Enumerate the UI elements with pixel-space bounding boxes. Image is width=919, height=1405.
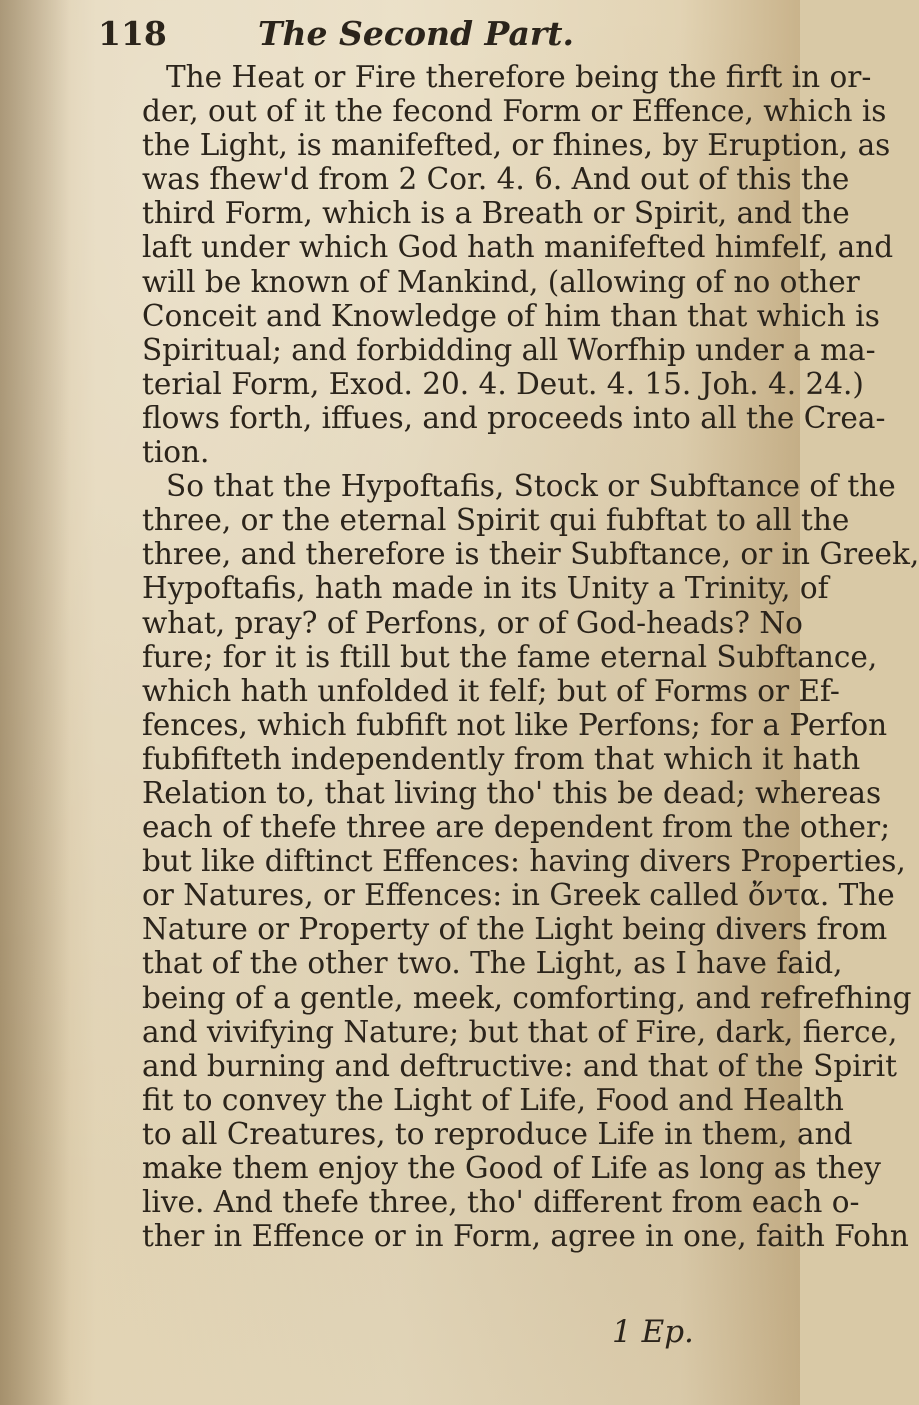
text-line: the Light, is manifefted, or fhines, by Eruption, as (142, 128, 891, 163)
text-line: but like diftinct Effences: having divers Properties, (142, 844, 906, 879)
text-line: three, or the eternal Spirit qui fubftat to all the (142, 503, 850, 538)
text-line: Relation to, that living tho' this be dead; whereas (142, 775, 882, 810)
text-line: tion. (142, 435, 210, 470)
text-line: and burning and deftructive: and that of the Spirit (142, 1048, 898, 1083)
page-number: 118 (98, 14, 167, 53)
gutter-shadow (0, 0, 70, 1405)
text-line: or Natures, or Effences: in Greek called ὄντα. The (142, 878, 895, 913)
text-line: will be known of Mankind, (allowing of no other (142, 264, 860, 299)
text-line: and vivifying Nature; but that of Fire, dark, fierce, (142, 1014, 898, 1049)
text-line: The Heat or Fire therefore being the firft in or- (166, 60, 872, 94)
text-line: Nature or Property of the Light being divers from (142, 912, 888, 947)
text-line: that of the other two. The Light, as I have faid, (142, 946, 843, 981)
text-line: fure; for it is ftill but the fame eternal Subftance, (142, 639, 878, 674)
text-line: Conceit and Knowledge of him than that which is (142, 298, 880, 333)
catchword: 1 Ep. (612, 1314, 694, 1350)
text-line: each of thefe three are dependent from the other; (142, 810, 891, 845)
text-line: laft under which God hath manifefted himfelf, and (142, 230, 894, 265)
text-line: was fhew'd from 2 Cor. 4. 6. And out of this the (142, 162, 850, 197)
text-line: being of a gentle, meek, comforting, and refrefhing (142, 980, 912, 1015)
text-line: make them enjoy the Good of Life as long as they (142, 1151, 881, 1185)
text-line: third Form, which is a Breath or Spirit, and the (142, 196, 850, 231)
text-line: three, and therefore is their Subftance, or in Greek, (142, 537, 919, 572)
text-line: ther in Effence or in Form, agree in one, faith Fohn (142, 1219, 909, 1254)
text-line: fubfifteth independently from that which it hath (142, 741, 861, 776)
body-text (142, 60, 919, 1254)
text-line: So that the Hypoftafis, Stock or Subftance of the (166, 469, 896, 504)
running-head (98, 14, 718, 60)
text-line: to all Creatures, to reproduce Life in them, and (142, 1116, 853, 1151)
text-line: which hath unfolded it felf; but of Forms or Ef- (142, 673, 840, 708)
text-line: live. And thefe three, tho' different from each o- (142, 1185, 860, 1220)
text-line: fit to convey the Light of Life, Food and Health (142, 1082, 844, 1117)
text-line: der, out of it the fecond Form or Effence, which is (142, 94, 887, 129)
text-line: Spiritual; and forbidding all Worfhip under a ma- (142, 332, 876, 367)
text-line: Hypoftafis, hath made in its Unity a Trinity, of (142, 571, 829, 606)
text-line: terial Form, Exod. 20. 4. Deut. 4. 15. Joh. 4. 24.) (142, 366, 864, 401)
text-line: what, pray? of Perfons, or of God-heads? No (142, 605, 803, 640)
text-line: flows forth, iffues, and proceeds into all the Crea- (142, 400, 886, 435)
text-line: fences, which fubfift not like Perfons; for a Perfon (142, 707, 888, 742)
running-title: The Second Part. (258, 14, 574, 53)
